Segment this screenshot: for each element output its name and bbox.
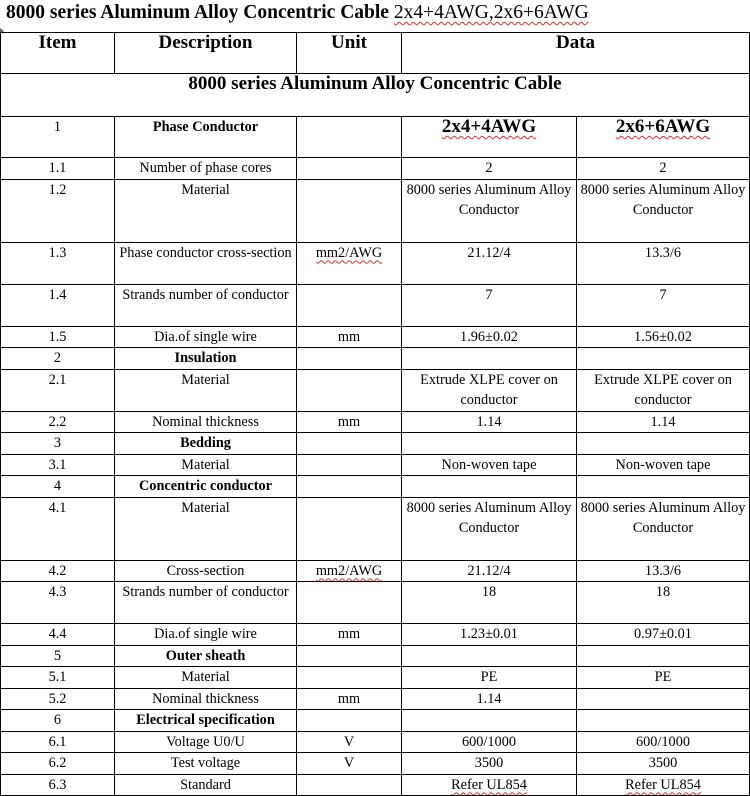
- unit-cell: mm2/AWG: [297, 560, 402, 582]
- description-cell: Phase conductor cross-section: [115, 242, 297, 284]
- header-unit: Unit: [297, 33, 402, 74]
- table-row: [1, 348, 750, 370]
- value-cell-a: 1.14: [402, 688, 577, 710]
- value-cell-a: [402, 476, 577, 498]
- item-cell: 2: [1, 348, 115, 370]
- value-cell-b: Extrude XLPE cover on conductor: [577, 369, 750, 411]
- value-cell-b: [577, 645, 750, 667]
- value-cell-b: [577, 348, 750, 370]
- item-cell: 1.2: [1, 179, 115, 242]
- section-row: [1, 74, 750, 117]
- value-cell-a: 1.23±0.01: [402, 624, 577, 646]
- header-data: Data: [402, 33, 750, 74]
- table-row: [1, 582, 750, 624]
- table-row: [1, 454, 750, 476]
- section-title: 8000 series Aluminum Alloy Concentric Cable: [1, 74, 750, 117]
- unit-cell: mm: [297, 326, 402, 348]
- value-cell-b: [577, 433, 750, 455]
- value-cell-b: 13.3/6: [577, 242, 750, 284]
- item-cell: 4.4: [1, 624, 115, 646]
- unit-cell: [297, 645, 402, 667]
- unit-cell: [297, 774, 402, 796]
- value-cell-a: 7: [402, 284, 577, 326]
- title-main: 8000 series Aluminum Alloy Concentric Cable: [6, 2, 389, 23]
- item-cell: 6.2: [1, 753, 115, 775]
- description-cell: Material: [115, 667, 297, 689]
- item-cell: 1: [1, 117, 115, 158]
- product-name-b: 2x6+6AWG: [577, 117, 750, 158]
- item-cell: 5: [1, 645, 115, 667]
- value-cell-b: Refer UL854: [577, 774, 750, 796]
- table-row: [1, 411, 750, 433]
- value-cell-b: 0.97±0.01: [577, 624, 750, 646]
- table-row: [1, 433, 750, 455]
- value-cell-a: [402, 348, 577, 370]
- description-cell: Cross-section: [115, 560, 297, 582]
- description-cell: Strands number of conductor: [115, 284, 297, 326]
- table-row: [1, 624, 750, 646]
- item-cell: 4.1: [1, 497, 115, 560]
- description-cell: Material: [115, 179, 297, 242]
- unit-cell: [297, 117, 402, 158]
- item-cell: 1.4: [1, 284, 115, 326]
- unit-cell: [297, 497, 402, 560]
- table-row: [1, 369, 750, 411]
- value-cell-a: 3500: [402, 753, 577, 775]
- item-cell: 6.1: [1, 731, 115, 753]
- table-row: [1, 731, 750, 753]
- value-cell-a: [402, 645, 577, 667]
- table-row: [1, 117, 750, 158]
- unit-cell: [297, 284, 402, 326]
- description-cell: Material: [115, 497, 297, 560]
- unit-cell: V: [297, 731, 402, 753]
- value-cell-a: 2: [402, 158, 577, 180]
- table-row: [1, 688, 750, 710]
- value-cell-a: [402, 433, 577, 455]
- unit-cell: [297, 179, 402, 242]
- value-cell-b: PE: [577, 667, 750, 689]
- description-cell: Test voltage: [115, 753, 297, 775]
- value-cell-b: [577, 710, 750, 732]
- item-cell: 5.2: [1, 688, 115, 710]
- value-cell-b: [577, 476, 750, 498]
- unit-cell: [297, 476, 402, 498]
- description-cell: Outer sheath: [115, 645, 297, 667]
- description-cell: Voltage U0/U: [115, 731, 297, 753]
- item-cell: 4.2: [1, 560, 115, 582]
- description-cell: Phase Conductor: [115, 117, 297, 158]
- unit-cell: [297, 710, 402, 732]
- unit-cell: [297, 369, 402, 411]
- table-row: [1, 284, 750, 326]
- value-cell-a: 8000 series Aluminum Alloy Conductor: [402, 179, 577, 242]
- value-cell-b: 1.14: [577, 411, 750, 433]
- unit-cell: mm: [297, 411, 402, 433]
- item-cell: 3.1: [1, 454, 115, 476]
- item-cell: 1.3: [1, 242, 115, 284]
- item-cell: 6: [1, 710, 115, 732]
- table-row: [1, 753, 750, 775]
- description-cell: Nominal thickness: [115, 411, 297, 433]
- value-cell-b: 3500: [577, 753, 750, 775]
- item-cell: 1.1: [1, 158, 115, 180]
- unit-cell: [297, 667, 402, 689]
- header-description: Description: [115, 33, 297, 74]
- item-cell: 1.5: [1, 326, 115, 348]
- value-cell-a: Extrude XLPE cover on conductor: [402, 369, 577, 411]
- unit-cell: V: [297, 753, 402, 775]
- table-row: [1, 326, 750, 348]
- table-row: [1, 476, 750, 498]
- description-cell: Concentric conductor: [115, 476, 297, 498]
- item-cell: 3: [1, 433, 115, 455]
- table-row: [1, 667, 750, 689]
- product-name-a: 2x4+4AWG: [402, 117, 577, 158]
- value-cell-a: 1.96±0.02: [402, 326, 577, 348]
- description-cell: Number of phase cores: [115, 158, 297, 180]
- value-cell-a: PE: [402, 667, 577, 689]
- description-cell: Material: [115, 369, 297, 411]
- table-row: [1, 560, 750, 582]
- value-cell-b: 7: [577, 284, 750, 326]
- unit-cell: [297, 348, 402, 370]
- item-cell: 4.3: [1, 582, 115, 624]
- value-cell-b: [577, 688, 750, 710]
- description-cell: Electrical specification: [115, 710, 297, 732]
- item-cell: 4: [1, 476, 115, 498]
- value-cell-a: 1.14: [402, 411, 577, 433]
- unit-cell: mm: [297, 688, 402, 710]
- value-cell-a: Refer UL854: [402, 774, 577, 796]
- header-row: [1, 33, 750, 74]
- document-title: [6, 2, 589, 24]
- value-cell-b: Non-woven tape: [577, 454, 750, 476]
- value-cell-a: [402, 710, 577, 732]
- description-cell: Dia.of single wire: [115, 326, 297, 348]
- unit-cell: [297, 582, 402, 624]
- table-row: [1, 497, 750, 560]
- value-cell-a: 18: [402, 582, 577, 624]
- item-cell: 6.3: [1, 774, 115, 796]
- table-row: [1, 158, 750, 180]
- description-cell: Nominal thickness: [115, 688, 297, 710]
- value-cell-b: 600/1000: [577, 731, 750, 753]
- item-cell: 5.1: [1, 667, 115, 689]
- table-row: [1, 242, 750, 284]
- description-cell: Dia.of single wire: [115, 624, 297, 646]
- item-cell: 2.2: [1, 411, 115, 433]
- unit-cell: [297, 158, 402, 180]
- unit-cell: mm: [297, 624, 402, 646]
- value-cell-b: 18: [577, 582, 750, 624]
- value-cell-a: 8000 series Aluminum Alloy Conductor: [402, 497, 577, 560]
- table-row: [1, 645, 750, 667]
- unit-cell: [297, 433, 402, 455]
- table-row: [1, 710, 750, 732]
- description-cell: Strands number of conductor: [115, 582, 297, 624]
- unit-cell: mm2/AWG: [297, 242, 402, 284]
- value-cell-b: 2: [577, 158, 750, 180]
- item-cell: 2.1: [1, 369, 115, 411]
- value-cell-a: 21.12/4: [402, 560, 577, 582]
- value-cell-a: Non-woven tape: [402, 454, 577, 476]
- description-cell: Insulation: [115, 348, 297, 370]
- description-cell: Bedding: [115, 433, 297, 455]
- table-row: [1, 774, 750, 796]
- header-item: Item: [1, 33, 115, 74]
- title-sizes: 2x4+4AWG,2x6+6AWG: [393, 2, 589, 23]
- spec-table: [0, 32, 750, 796]
- description-cell: Material: [115, 454, 297, 476]
- value-cell-a: 600/1000: [402, 731, 577, 753]
- value-cell-b: 1.56±0.02: [577, 326, 750, 348]
- table-row: [1, 179, 750, 242]
- unit-cell: [297, 454, 402, 476]
- value-cell-a: 21.12/4: [402, 242, 577, 284]
- value-cell-b: 8000 series Aluminum Alloy Conductor: [577, 497, 750, 560]
- description-cell: Standard: [115, 774, 297, 796]
- value-cell-b: 13.3/6: [577, 560, 750, 582]
- value-cell-b: 8000 series Aluminum Alloy Conductor: [577, 179, 750, 242]
